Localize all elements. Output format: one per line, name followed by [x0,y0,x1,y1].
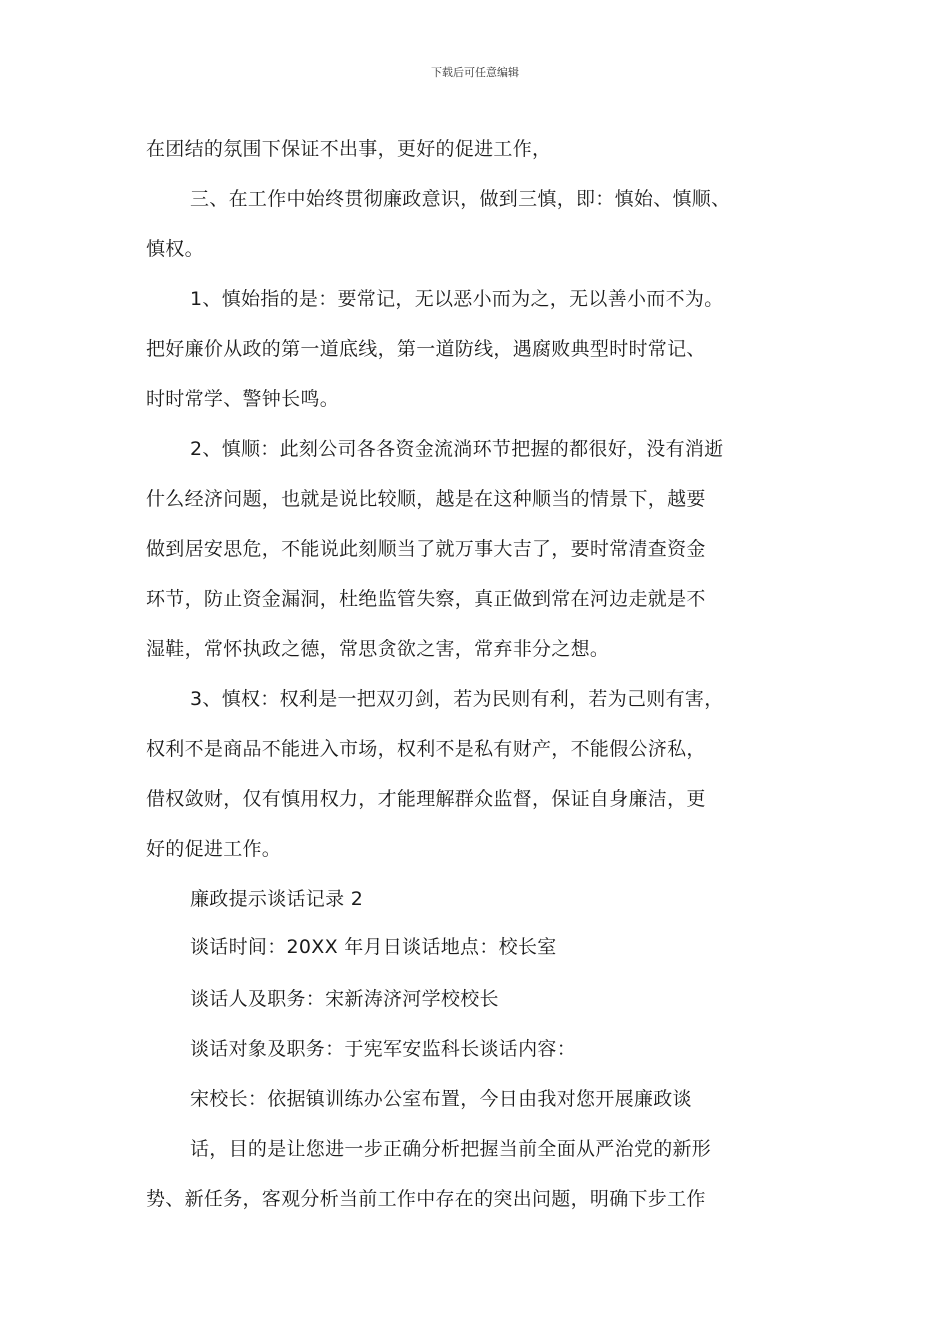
text-line: 谈话时间：20XX 年月日谈话地点：校长室 [190,936,557,958]
section-title: 廉政提示谈话记录 2 [190,888,364,910]
text-line: 谈话对象及职务：于宪军安监科长谈话内容： [190,1038,577,1060]
text-line: 谈话人及职务：宋新涛济河学校校长 [190,988,499,1010]
page-header: 下载后可任意编辑 [431,66,519,79]
text-line: 三、在工作中始终贯彻廉政意识，做到三慎，即：慎始、慎顺、 [190,188,731,210]
text-line: 什么经济问题，也就是说比较顺，越是在这种顺当的情景下，越要 [146,488,706,510]
text-line: 宋校长：依据镇训练办公室布置，今日由我对您开展廉政谈 [190,1088,692,1110]
text-line: 话，目的是让您进一步正确分析把握当前全面从严治党的新形 [190,1138,712,1160]
text-line: 在团结的氛围下保证不出事，更好的促进工作， [146,138,552,160]
text-line: 1、慎始指的是：要常记，无以恶小而为之，无以善小而不为。 [190,288,724,310]
text-line: 湿鞋，常怀执政之德，常思贪欲之害，常弃非分之想。 [146,638,610,660]
text-line: 做到居安思危，不能说此刻顺当了就万事大吉了，要时常清查资金 [146,538,706,560]
text-line: 2、慎顺：此刻公司各各资金流淌环节把握的都很好，没有消逝 [190,438,724,460]
text-line: 借权敛财，仅有慎用权力，才能理解群众监督，保证自身廉洁，更 [146,788,706,810]
text-line: 势、新任务，客观分析当前工作中存在的突出问题，明确下步工作 [146,1188,706,1210]
text-line: 把好廉价从政的第一道底线，第一道防线，遇腐败典型时时常记、 [146,338,706,360]
text-line: 慎权。 [146,238,204,260]
text-line: 好的促进工作。 [146,838,282,860]
text-line: 权利不是商品不能进入市场，权利不是私有财产，不能假公济私， [146,738,706,760]
text-line: 环节，防止资金漏洞，杜绝监管失察，真正做到常在河边走就是不 [146,588,706,610]
text-line: 时时常学、警钟长鸣。 [146,388,340,410]
text-line: 3、慎权：权利是一把双刃剑，若为民则有利，若为己则有害， [190,688,724,710]
